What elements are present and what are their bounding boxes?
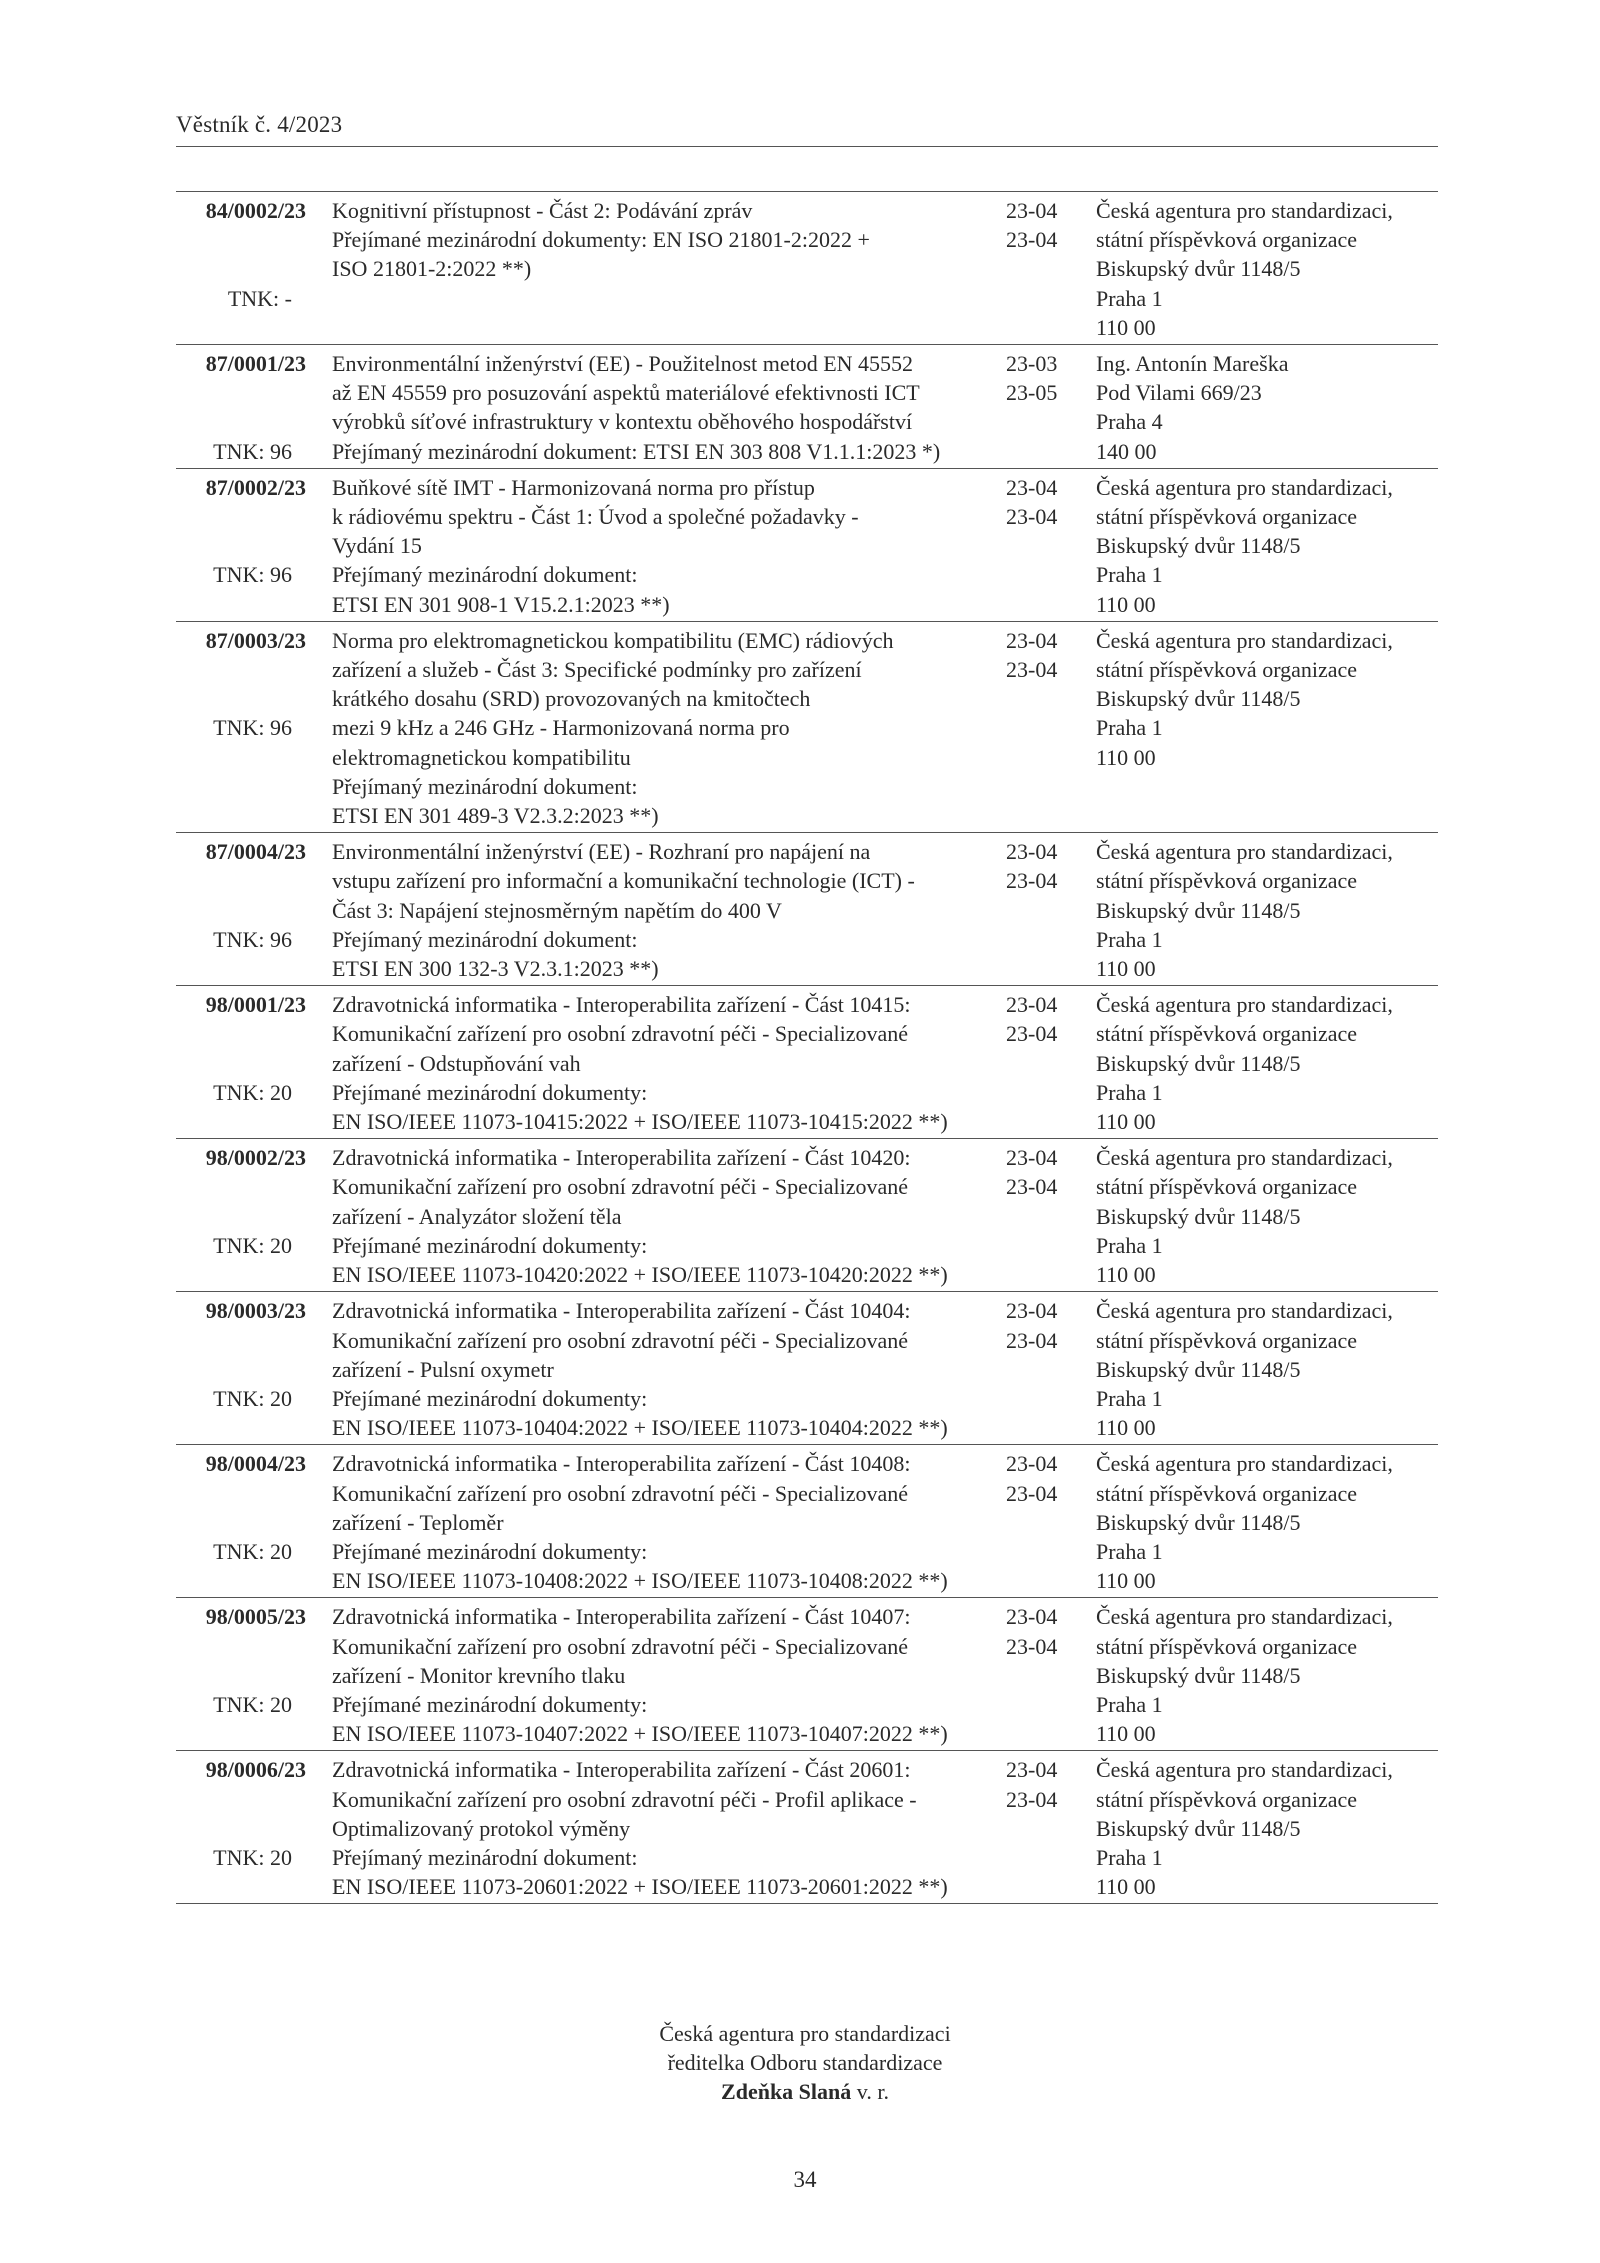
title-line: Zdravotnická informatika - Interoperabilita zařízení - Část 10404: <box>332 1298 911 1324</box>
date-code: 23-03 <box>1006 351 1058 376</box>
title-line: až EN 45559 pro posuzování aspektů materiálové efektivnosti ICT <box>332 380 920 406</box>
address-line: Praha 1 <box>1096 1385 1163 1411</box>
title-line: Přejímané mezinárodní dokumenty: <box>332 1538 648 1564</box>
title-line: Přejímaný mezinárodní dokument: <box>332 562 638 588</box>
title-line: Přejímané mezinárodní dokumenty: EN ISO 21801-2:2022 + <box>332 227 870 253</box>
processor-address <box>1096 196 1436 342</box>
title-line: Komunikační zařízení pro osobní zdravotní péči - Specializované <box>332 1174 909 1200</box>
table-row <box>176 1597 1438 1750</box>
title-line: Přejímané mezinárodní dokumenty: <box>332 1691 648 1717</box>
standards-table <box>176 191 1438 1904</box>
title-line: Komunikační zařízení pro osobní zdravotní péči - Specializované <box>332 1480 909 1506</box>
title-line: Přejímaný mezinárodní dokument: <box>332 773 638 799</box>
standard-title <box>332 1602 948 1748</box>
table-row <box>176 985 1438 1138</box>
tnk-label: TNK: 20 <box>213 1079 292 1105</box>
standard-title <box>332 837 915 983</box>
address-line: Česká agentura pro standardizaci, <box>1096 1604 1393 1630</box>
address-line: státní příspěvková organizace <box>1096 1786 1358 1812</box>
title-line: zařízení - Teploměr <box>332 1509 504 1535</box>
date-code: 23-04 <box>1006 839 1058 865</box>
title-line: EN ISO/IEEE 11073-10407:2022 + ISO/IEEE 11073-10407:2022 **) <box>332 1721 948 1747</box>
address-line: Praha 1 <box>1096 1538 1163 1564</box>
address-line: 110 00 <box>1096 591 1156 617</box>
table-row <box>176 1444 1438 1597</box>
page-number: 34 <box>793 2167 817 2192</box>
signature-name-line <box>10 2077 1600 2106</box>
date-code: 23-04 <box>1006 868 1058 894</box>
table-row <box>176 1138 1438 1291</box>
date-code: 23-04 <box>1006 1145 1058 1171</box>
date-code: 23-04 <box>1006 1786 1058 1812</box>
tnk-label: TNK: 20 <box>213 1844 292 1870</box>
address-line: 110 00 <box>1096 1109 1156 1135</box>
address-line: Biskupský dvůr 1148/5 <box>1096 897 1301 923</box>
table-row <box>176 1291 1438 1444</box>
address-line: Praha 1 <box>1096 715 1163 741</box>
title-line: výrobků síťové infrastruktury v kontextu oběhového hospodářství <box>332 409 913 435</box>
standard-number: 98/0001/23 <box>205 992 306 1018</box>
address-line: Česká agentura pro standardizaci, <box>1096 992 1393 1018</box>
title-line: Komunikační zařízení pro osobní zdravotní péči - Specializované <box>332 1327 909 1353</box>
title-line: Komunikační zařízení pro osobní zdravotní péči - Profil aplikace - <box>332 1786 917 1812</box>
address-line: 110 00 <box>1096 1262 1156 1288</box>
address-line: 140 00 <box>1096 438 1157 464</box>
date-codes <box>1006 626 1076 684</box>
date-code: 23-04 <box>1006 657 1058 683</box>
date-code: 23-04 <box>1006 1604 1058 1630</box>
address-line: Česká agentura pro standardizaci, <box>1096 839 1393 865</box>
address-line: státní příspěvková organizace <box>1096 657 1358 683</box>
table-row <box>176 191 1438 344</box>
processor-address <box>1096 990 1436 1136</box>
address-line: 110 00 <box>1096 956 1156 982</box>
date-codes <box>1006 1602 1076 1660</box>
signature-organization: Česká agentura pro standardizaci <box>659 2021 951 2046</box>
title-line: zařízení a služeb - Část 3: Specifické podmínky pro zařízení <box>332 657 862 683</box>
address-line: Česká agentura pro standardizaci, <box>1096 1145 1393 1171</box>
address-line: Česká agentura pro standardizaci, <box>1096 1298 1393 1324</box>
standard-title <box>332 1449 948 1595</box>
tnk-label: TNK: - <box>227 285 292 311</box>
title-line: EN ISO/IEEE 11073-10408:2022 + ISO/IEEE 11073-10408:2022 **) <box>332 1568 948 1594</box>
tnk-label: TNK: 20 <box>213 1691 292 1717</box>
date-code: 23-04 <box>1006 474 1058 500</box>
tnk-label: TNK: 96 <box>213 562 292 588</box>
title-line: ISO 21801-2:2022 **) <box>332 256 532 282</box>
title-line: krátkého dosahu (SRD) provozovaných na kmitočtech <box>332 686 811 712</box>
address-line: Česká agentura pro standardizaci, <box>1096 1757 1393 1783</box>
title-line: EN ISO/IEEE 11073-20601:2022 + ISO/IEEE 11073-20601:2022 **) <box>332 1874 948 1900</box>
title-line: Přejímaný mezinárodní dokument: <box>332 926 638 952</box>
date-codes <box>1006 837 1076 895</box>
title-line: Přejímaný mezinárodní dokument: <box>332 1844 638 1870</box>
address-line: Biskupský dvůr 1148/5 <box>1096 1356 1301 1382</box>
table-row <box>176 621 1438 832</box>
processor-address <box>1096 1296 1436 1442</box>
address-line: státní příspěvková organizace <box>1096 1174 1358 1200</box>
tnk-label: TNK: 20 <box>213 1232 292 1258</box>
tnk-label: TNK: 96 <box>213 715 292 741</box>
table-row <box>176 344 1438 468</box>
address-line: Česká agentura pro standardizaci, <box>1096 474 1393 500</box>
standard-title <box>332 1755 948 1901</box>
table-row <box>176 1750 1438 1904</box>
date-codes <box>1006 473 1076 531</box>
title-line: EN ISO/IEEE 11073-10404:2022 + ISO/IEEE 11073-10404:2022 **) <box>332 1415 948 1441</box>
address-line: státní příspěvková organizace <box>1096 227 1358 253</box>
title-line: k rádiovému spektru - Část 1: Úvod a společné požadavky - <box>332 504 859 530</box>
title-line: mezi 9 kHz a 246 GHz - Harmonizovaná norma pro <box>332 715 790 741</box>
processor-address <box>1096 349 1436 466</box>
date-code: 23-05 <box>1006 380 1058 406</box>
address-line: Česká agentura pro standardizaci, <box>1096 627 1393 653</box>
standard-number: 87/0002/23 <box>205 474 306 500</box>
processor-address <box>1096 473 1436 619</box>
title-line: Zdravotnická informatika - Interoperabilita zařízení - Část 10407: <box>332 1604 911 1630</box>
table-row <box>176 832 1438 985</box>
address-line: Biskupský dvůr 1148/5 <box>1096 1050 1301 1076</box>
title-line: EN ISO/IEEE 11073-10415:2022 + ISO/IEEE 11073-10415:2022 **) <box>332 1109 948 1135</box>
title-line: zařízení - Analyzátor složení těla <box>332 1203 622 1229</box>
address-line: Praha 1 <box>1096 1844 1163 1870</box>
address-line: Biskupský dvůr 1148/5 <box>1096 686 1301 712</box>
processor-address <box>1096 1755 1436 1901</box>
title-line: EN ISO/IEEE 11073-10420:2022 + ISO/IEEE 11073-10420:2022 **) <box>332 1262 948 1288</box>
address-line: Biskupský dvůr 1148/5 <box>1096 256 1301 282</box>
tnk-label: TNK: 96 <box>213 438 292 464</box>
standard-title <box>332 196 870 284</box>
title-line: Kognitivní přístupnost - Část 2: Podávání zpráv <box>332 198 753 223</box>
address-line: 110 00 <box>1096 314 1156 340</box>
standard-title <box>332 473 862 619</box>
title-line: ETSI EN 300 132-3 V2.3.1:2023 **) <box>332 956 659 982</box>
standard-number: 98/0004/23 <box>205 1451 306 1477</box>
date-codes <box>1006 990 1076 1048</box>
standard-number: 87/0001/23 <box>205 351 306 376</box>
tnk-label: TNK: 20 <box>213 1538 292 1564</box>
title-line: Vydání 15 <box>332 533 422 559</box>
standard-number: 98/0005/23 <box>205 1604 306 1630</box>
title-line: ETSI EN 301 908-1 V15.2.1:2023 **) <box>332 591 670 617</box>
header-rule <box>176 146 1438 147</box>
title-line: Přejímané mezinárodní dokumenty: <box>332 1079 648 1105</box>
signature-block <box>0 2019 1600 2106</box>
title-line: Optimalizovaný protokol výměny <box>332 1815 631 1841</box>
date-code: 23-04 <box>1006 1633 1058 1659</box>
date-code: 23-04 <box>1006 1480 1058 1506</box>
title-line: ETSI EN 301 489-3 V2.3.2:2023 **) <box>332 803 659 829</box>
signature-position: ředitelka Odboru standardizace <box>667 2050 943 2075</box>
title-line: Přejímaný mezinárodní dokument: ETSI EN 303 808 V1.1.1:2023 *) <box>332 438 941 464</box>
tnk-label: TNK: 20 <box>213 1385 292 1411</box>
title-line: Norma pro elektromagnetickou kompatibilitu (EMC) rádiových <box>332 627 894 653</box>
title-line: Environmentální inženýrství (EE) - Použitelnost metod EN 45552 <box>332 351 914 376</box>
address-line: 110 00 <box>1096 1874 1156 1900</box>
title-line: elektromagnetickou kompatibilitu <box>332 744 631 770</box>
standard-title <box>332 990 948 1136</box>
standard-title <box>332 626 894 830</box>
standard-number: 87/0004/23 <box>205 839 306 865</box>
standard-number: 98/0003/23 <box>205 1298 306 1324</box>
date-code: 23-04 <box>1006 198 1058 223</box>
signature-suffix: v. r. <box>856 2079 889 2104</box>
date-code: 23-04 <box>1006 1174 1058 1200</box>
address-line: státní příspěvková organizace <box>1096 1633 1358 1659</box>
title-line: zařízení - Monitor krevního tlaku <box>332 1662 626 1688</box>
processor-address <box>1096 1602 1436 1748</box>
title-line: Environmentální inženýrství (EE) - Rozhraní pro napájení na <box>332 839 871 865</box>
title-line: Část 3: Napájení stejnosměrným napětím do 400 V <box>332 897 782 923</box>
address-line: 110 00 <box>1096 1721 1156 1747</box>
date-codes <box>1006 1143 1076 1201</box>
address-line: Praha 4 <box>1096 409 1163 435</box>
processor-address <box>1096 837 1436 983</box>
standard-number: 98/0002/23 <box>205 1145 306 1171</box>
date-codes <box>1006 349 1076 407</box>
date-code: 23-04 <box>1006 1451 1058 1477</box>
address-line: Praha 1 <box>1096 926 1163 952</box>
address-line: Praha 1 <box>1096 1079 1163 1105</box>
address-line: Česká agentura pro standardizaci, <box>1096 198 1393 223</box>
date-code: 23-04 <box>1006 1757 1058 1783</box>
standard-title <box>332 349 941 466</box>
address-line: státní příspěvková organizace <box>1096 1480 1358 1506</box>
title-line: Zdravotnická informatika - Interoperabilita zařízení - Část 10408: <box>332 1451 911 1477</box>
address-line: státní příspěvková organizace <box>1096 1327 1358 1353</box>
standard-title <box>332 1296 948 1442</box>
address-line: 110 00 <box>1096 1415 1156 1441</box>
tnk-label: TNK: 96 <box>213 926 292 952</box>
title-line: Zdravotnická informatika - Interoperabilita zařízení - Část 10415: <box>332 992 911 1018</box>
standard-number: 84/0002/23 <box>205 198 306 223</box>
address-line: 110 00 <box>1096 1568 1156 1594</box>
processor-address <box>1096 1143 1436 1289</box>
processor-address <box>1096 1449 1436 1595</box>
date-codes <box>1006 1449 1076 1507</box>
address-line: Pod Vilami 669/23 <box>1096 380 1262 406</box>
address-line: Biskupský dvůr 1148/5 <box>1096 1203 1301 1229</box>
address-line: Biskupský dvůr 1148/5 <box>1096 533 1301 559</box>
date-codes <box>1006 1755 1076 1813</box>
title-line: zařízení - Odstupňování vah <box>332 1050 581 1076</box>
title-line: Přejímané mezinárodní dokumenty: <box>332 1232 648 1258</box>
date-code: 23-04 <box>1006 504 1058 530</box>
address-line: Biskupský dvůr 1148/5 <box>1096 1509 1301 1535</box>
standard-title <box>332 1143 948 1289</box>
title-line: Buňkové sítě IMT - Harmonizovaná norma pro přístup <box>332 474 815 500</box>
address-line: Praha 1 <box>1096 285 1163 311</box>
date-code: 23-04 <box>1006 1021 1058 1047</box>
title-line: Přejímané mezinárodní dokumenty: <box>332 1385 648 1411</box>
address-line: Česká agentura pro standardizaci, <box>1096 1451 1393 1477</box>
date-code: 23-04 <box>1006 627 1058 653</box>
title-line: Komunikační zařízení pro osobní zdravotní péči - Specializované <box>332 1021 909 1047</box>
title-line: Zdravotnická informatika - Interoperabilita zařízení - Část 10420: <box>332 1145 911 1171</box>
date-code: 23-04 <box>1006 1327 1058 1353</box>
date-code: 23-04 <box>1006 992 1058 1018</box>
signature-name: Zdeňka Slaná <box>721 2079 852 2104</box>
date-code: 23-04 <box>1006 1298 1058 1324</box>
address-line: 110 00 <box>1096 744 1156 770</box>
address-line: Biskupský dvůr 1148/5 <box>1096 1815 1301 1841</box>
title-line: Zdravotnická informatika - Interoperabilita zařízení - Část 20601: <box>332 1757 911 1783</box>
address-line: státní příspěvková organizace <box>1096 504 1358 530</box>
address-line: Praha 1 <box>1096 1691 1163 1717</box>
address-line: Praha 1 <box>1096 562 1163 588</box>
title-line: vstupu zařízení pro informační a komunikační technologie (ICT) - <box>332 868 915 894</box>
page-header-title: Věstník č. 4/2023 <box>176 112 343 137</box>
table-row <box>176 468 1438 621</box>
date-code: 23-04 <box>1006 227 1058 253</box>
date-codes <box>1006 1296 1076 1354</box>
date-codes <box>1006 196 1076 254</box>
standard-number: 87/0003/23 <box>205 627 306 653</box>
address-line: Praha 1 <box>1096 1232 1163 1258</box>
address-line: státní příspěvková organizace <box>1096 1021 1358 1047</box>
title-line: zařízení - Pulsní oxymetr <box>332 1356 554 1382</box>
standard-number: 98/0006/23 <box>205 1757 306 1783</box>
address-line: Biskupský dvůr 1148/5 <box>1096 1662 1301 1688</box>
address-line: Ing. Antonín Mareška <box>1096 351 1289 376</box>
title-line: Komunikační zařízení pro osobní zdravotní péči - Specializované <box>332 1633 909 1659</box>
processor-address <box>1096 626 1436 772</box>
address-line: státní příspěvková organizace <box>1096 868 1358 894</box>
